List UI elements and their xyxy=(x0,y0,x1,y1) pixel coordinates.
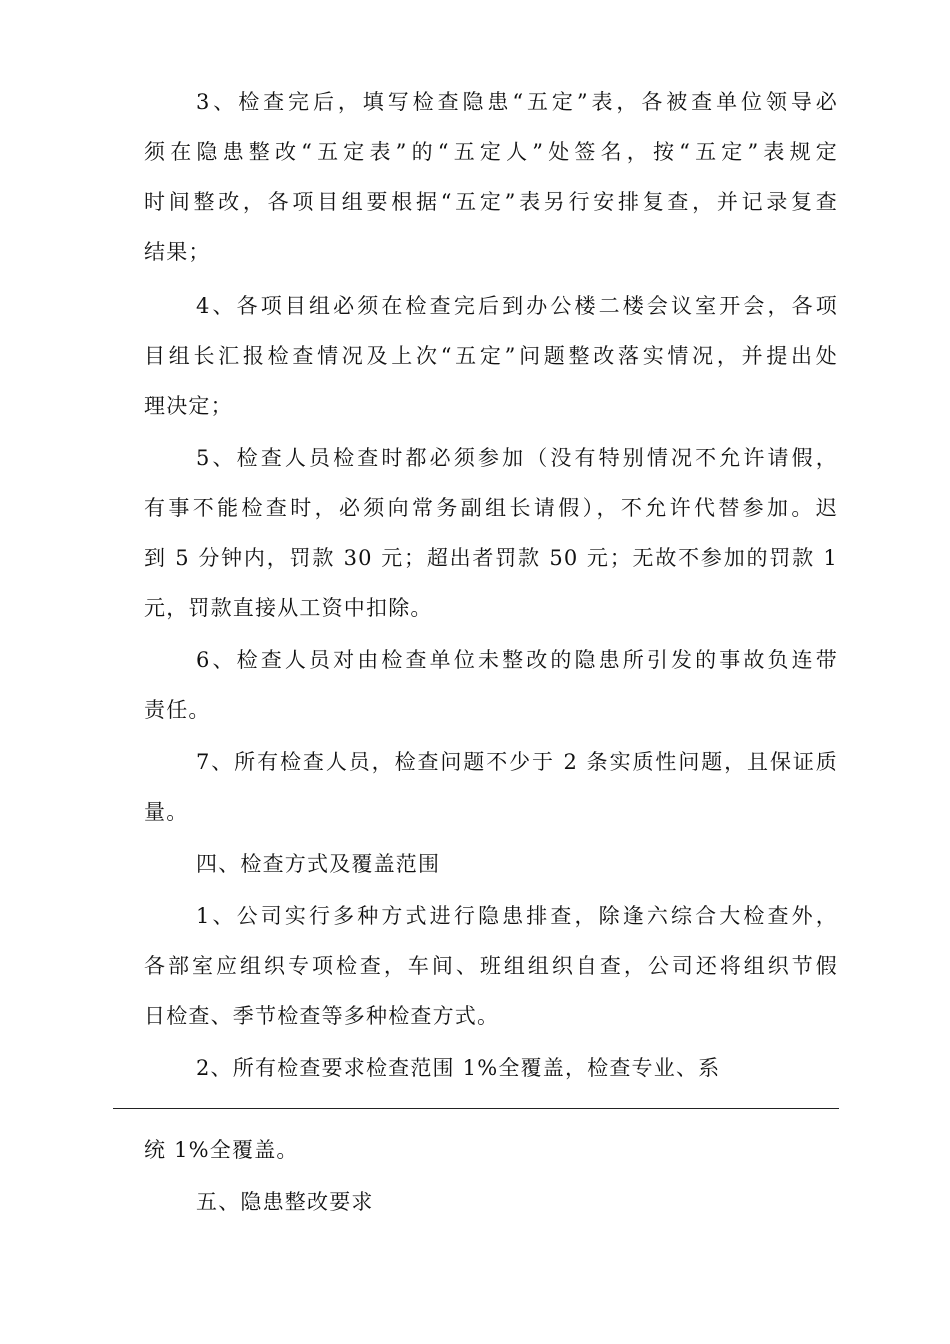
paragraph-6-line-2: 责任。 xyxy=(144,698,211,722)
paragraph-4-line-2: 目组长汇报检查情况及上次“五定”问题整改落实情况，并提出处 xyxy=(144,344,838,368)
paragraph-3-line-3: 时间整改，各项目组要根据“五定”表另行安排复查，并记录复查 xyxy=(144,190,838,214)
paragraph-7-line-1: 7、所有检查人员，检查问题不少于 2 条实质性问题，且保证质 xyxy=(196,750,838,774)
section-4-item-2-line-1: 2、所有检查要求检查范围 1%全覆盖，检查专业、系 xyxy=(196,1056,721,1080)
paragraph-4-line-3: 理决定； xyxy=(144,394,233,418)
paragraph-5-line-4: 元，罚款直接从工资中扣除。 xyxy=(144,596,433,620)
section-4-item-1-line-2: 各部室应组织专项检查，车间、班组组织自查，公司还将组织节假 xyxy=(144,954,838,978)
paragraph-7-line-2: 量。 xyxy=(144,800,189,824)
paragraph-6-line-1: 6、检查人员对由检查单位未整改的隐患所引发的事故负连带 xyxy=(196,648,838,672)
paragraph-5-line-3: 到 5 分钟内，罚款 30 元；超出者罚款 50 元；无故不参加的罚款 1 xyxy=(144,546,838,570)
section-4-item-2-line-2: 统 1%全覆盖。 xyxy=(144,1138,299,1162)
paragraph-3-line-4: 结果； xyxy=(144,240,211,264)
section-heading-4: 四、检查方式及覆盖范围 xyxy=(196,852,441,876)
paragraph-5-line-2: 有事不能检查时，必须向常务副组长请假），不允许代替参加。迟 xyxy=(144,496,838,520)
page-divider xyxy=(113,1108,839,1109)
paragraph-5-line-1: 5、检查人员检查时都必须参加（没有特别情况不允许请假， xyxy=(196,446,838,470)
paragraph-4-line-1: 4、各项目组必须在检查完后到办公楼二楼会议室开会，各项 xyxy=(196,294,838,318)
section-4-item-1-line-1: 1、公司实行多种方式进行隐患排查，除逢六综合大检查外， xyxy=(196,904,838,928)
section-4-item-1-line-3: 日检查、季节检查等多种检查方式。 xyxy=(144,1004,500,1028)
paragraph-3-line-1: 3、检查完后，填写检查隐患“五定”表，各被查单位领导必 xyxy=(196,90,838,114)
section-heading-5: 五、隐患整改要求 xyxy=(196,1190,374,1214)
paragraph-3-line-2: 须在隐患整改“五定表”的“五定人”处签名，按“五定”表规定 xyxy=(144,140,838,164)
